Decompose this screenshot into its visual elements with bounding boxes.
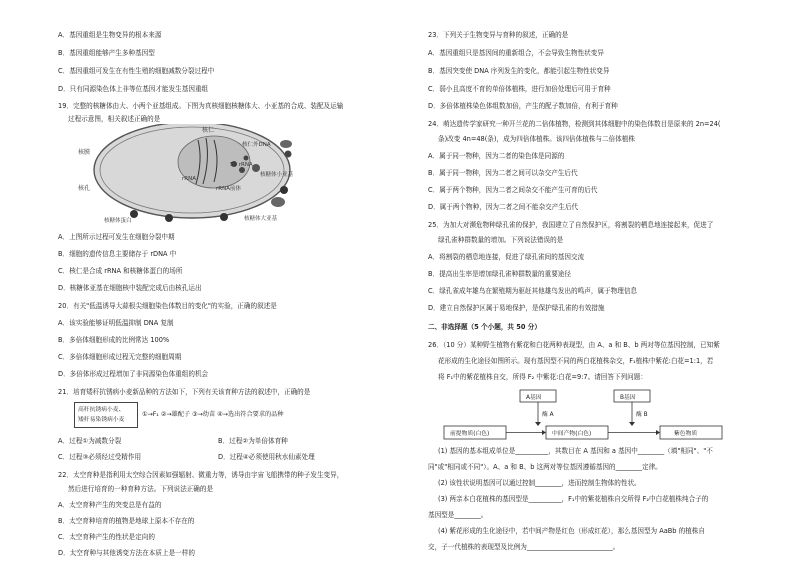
- q24-option-d: D．属于两个物种，因为二者之间不能杂交产生后代: [428, 203, 579, 211]
- q20-option-b: B．多倍体细胞形成的比例常达 100%: [58, 336, 170, 344]
- q20-option-a: A．该实验能够证明低温抑制 DNA 复制: [58, 319, 174, 327]
- q22-stem-line2: 然后进行培育的一种育种方法。下列说法正确的是: [68, 485, 214, 493]
- intermediate-box: 中间产物(白色): [552, 431, 592, 437]
- q21-option-b: B．过程②为单倍体育种: [218, 437, 288, 445]
- label-nuclear-pore: 核孔: [78, 185, 91, 192]
- q20-option-d: D．多倍体形成过程增加了非同源染色体重组的机会: [58, 370, 209, 378]
- gene-b-label: B基因: [620, 395, 636, 401]
- q21-seedling: →幼苗: [197, 411, 216, 418]
- q25-stem-line2: 绿孔雀种群数量的增加。下列说法错误的是: [438, 236, 564, 244]
- q22-option-c: C．太空育种产生的性状是定向的: [58, 533, 155, 541]
- q25-option-d: D．建立自然保护区属于易地保护，是保护绿孔雀的有效措施: [428, 304, 605, 312]
- q18-option-c: C．基因重组可发生在有性生殖的细胞减数分裂过程中: [58, 67, 215, 75]
- q26-sub3-line1: (3) 两亲本白花植株的基因型是__________，F₁中的紫花植株自交所得 F₂中白花植株纯合子的: [438, 495, 709, 503]
- label-rrna: rRNA: [182, 176, 196, 182]
- q21-step-2: ②: [160, 411, 167, 418]
- label-extra-dna: 核仁外DNA: [242, 142, 271, 148]
- precursor-box: 前提物质(白色): [450, 431, 490, 437]
- q23-option-d: D．多倍体植株染色体组数加倍，产生的配子数加倍，有利于育种: [428, 102, 618, 110]
- q24-stem-line1: 24．萌达遗传学家研究一种开兰花的二倍体植物，检测到其体细胞中的染色体数目是原来的 2n=24(: [428, 120, 721, 128]
- q26-sub1-line1: (1) 基因的基本组成单位是__________，其数目在 A 基因和 a 基因中________（填"相同"、"不: [438, 447, 713, 455]
- q21-parent-2: 矮秆易染锈病小麦: [78, 417, 125, 423]
- q21-option-c: C．过程③必须经过受精作用: [58, 453, 142, 461]
- q20-stem: 20．有关"低温诱导大蒜根尖细胞染色体数目的变化"的实验，正确的叙述是: [58, 302, 277, 310]
- q26-sub2: (2) 该性状说明基因可以通过控制________，进而控制生物体的性状。: [438, 479, 641, 487]
- enzyme-a-label: 酶 A: [542, 412, 554, 418]
- q24-option-a: A．属于同一物种，因为二者的染色体是同源的: [428, 152, 565, 160]
- q18-option-a: A．基因重组是生物变异的根本来源: [58, 31, 162, 39]
- q23-option-b: B．基因突变使 DNA 序列发生的变化，都能引起生物性状变异: [428, 67, 610, 75]
- enzyme-b-label: 酶 B: [636, 412, 648, 418]
- q26-sub1-line2: 同"或"相同或不同"）。A、a 和 B、b 这两对等位基因遵循基因的________定律。: [428, 463, 662, 471]
- q19-stem-line1: 19．完整的核糖体由大、小两个亚基组成。下图为真核细胞核糖体大、小亚基的合成、装配及运输: [58, 102, 344, 110]
- q25-option-b: B．提高出生率是增加绿孔雀种群数量的重要途径: [428, 270, 571, 278]
- q19-option-c: C．核仁是合成 rRNA 和核糖体蛋白的场所: [58, 267, 183, 275]
- label-small-subunit: 核糖体小亚基: [260, 172, 294, 178]
- label-nuclear-envelope: 核膜: [78, 149, 91, 156]
- q21-option-d: D．过程④必须使用秋水仙素处理: [218, 453, 315, 461]
- label-ribosomal-protein: 核糖体蛋白: [104, 218, 132, 224]
- q21-male-gamete: →雄配子: [166, 411, 191, 418]
- q21-option-a: A．过程①为减数分裂: [58, 437, 122, 445]
- q21-parent-1: 高秆抗锈病小麦、: [78, 407, 125, 413]
- nucleolus-diagram: [74, 124, 304, 224]
- q19-option-d: D．核糖体亚基在细胞核中装配完成后由核孔运出: [58, 284, 202, 292]
- q26-sub4-line2: 交，子一代植株的表现型及比例为__________________________。: [428, 543, 620, 551]
- q26-sub3-line2: 基因型是________。: [428, 511, 488, 519]
- pathway-diagram: [442, 388, 742, 442]
- q20-option-c: C．多倍体细胞形成过程无完整的细胞周期: [58, 353, 182, 361]
- q23-stem: 23．下列关于生物变异与育种的叙述，正确的是: [428, 31, 569, 39]
- q18-option-d: D．只有同源染色体上非等位基因才能发生基因重组: [58, 85, 209, 93]
- q21-parents-box: [74, 402, 138, 428]
- q26-sub4-line1: (4) 紫花形成的生化途径中，若中间产物是红色（形成红花），那么基因型为 AaBb 的植株自: [438, 527, 705, 535]
- q19-option-a: A．上图所示过程可发生在细胞分裂中期: [58, 233, 175, 241]
- gene-a-label: A基因: [526, 395, 542, 401]
- q25-option-c: C．绿孔雀成年雄鸟在繁殖期为驱赶其他雄鸟发出的鸣声，属于物理信息: [428, 287, 638, 295]
- q21-f1: →F₁: [147, 411, 159, 418]
- label-5s-rrna: 5S rRNA: [230, 162, 253, 168]
- section-2-title: 二、非选择题（5 个小题，共 50 分）: [428, 323, 541, 331]
- q24-option-b: B．属于同一物种，因为二者之间可以杂交产生后代: [428, 169, 578, 177]
- q21-step-3: ③: [192, 411, 198, 418]
- q24-option-c: C．属于两个物种，因为二者之间杂交不能产生可育的后代: [428, 186, 598, 194]
- q18-option-b: B．基因重组能够产生多种基因型: [58, 49, 155, 57]
- q21-flow: [142, 410, 284, 420]
- q23-option-c: C．弱小且高度不育的单倍体植株，进行加倍处理后可用于育种: [428, 85, 611, 93]
- q25-option-a: A．将割裂的栖息地连接，促进了绿孔雀间的基因交流: [428, 253, 585, 261]
- q22-stem-line1: 22．太空育种是指利用太空综合因素如强辐射、微重力等，诱导由宇宙飞船携带的种子发生变异，: [58, 471, 344, 479]
- q24-stem-line2: 条)改变 4n=48(条)，成为四倍体植株。该四倍体植株与二倍体植株: [438, 135, 635, 143]
- label-nucleolus: 核仁: [202, 127, 215, 134]
- label-rrna-precursor: rRNA前体: [216, 186, 241, 192]
- q22-option-b: B．太空育种培育的植物是地球上原本不存在的: [58, 517, 195, 525]
- q23-option-a: A．基因重组只是基因间的重新组合，不会导致生物性状变异: [428, 49, 604, 57]
- q26-stem-line1: 26．（10 分）某种野生植物有紫花和白花两种表现型，由 A、a 和 B、b 两对等位基因控制，已知紫: [428, 341, 720, 349]
- q21-stem: 21．培育矮秆抗锈病小麦新品种的方法如下，下列有关该育种方法的叙述中，正确的是: [58, 388, 311, 396]
- q25-stem-line1: 25．为加大对濒危物种绿孔雀的保护，我国建立了自然保护区，将割裂的栖息地连接起来，促进了: [428, 221, 714, 229]
- label-large-subunit: 核糖体大亚基: [244, 216, 278, 222]
- purple-product-box: 紫色物质: [674, 431, 698, 437]
- q19-option-b: B．细胞的遗传信息主要储存于 rDNA 中: [58, 250, 177, 258]
- q21-step-1: ①: [142, 411, 148, 418]
- q26-stem-line3: 将 F₁中的紫花植株自交，所得 F₂ 中紫花:白花=9:7。请回答下列问题：: [438, 373, 647, 381]
- q21-step-4: ④: [217, 411, 223, 418]
- q19-stem-line2: 过程示意图，相关叙述正确的是: [68, 115, 161, 123]
- q21-selected: →选出符合要求的品种: [222, 411, 284, 418]
- q26-stem-line2: 花形成的生化途径如图所示。现有基因型不同的两白花植株杂交，F₁植株中紫花:白花=1:1，若: [438, 357, 714, 365]
- q22-option-d: D．太空育种与其他诱变方法在本质上是一样的: [58, 549, 195, 557]
- q22-option-a: A．太空育种产生的突变总是有益的: [58, 501, 162, 509]
